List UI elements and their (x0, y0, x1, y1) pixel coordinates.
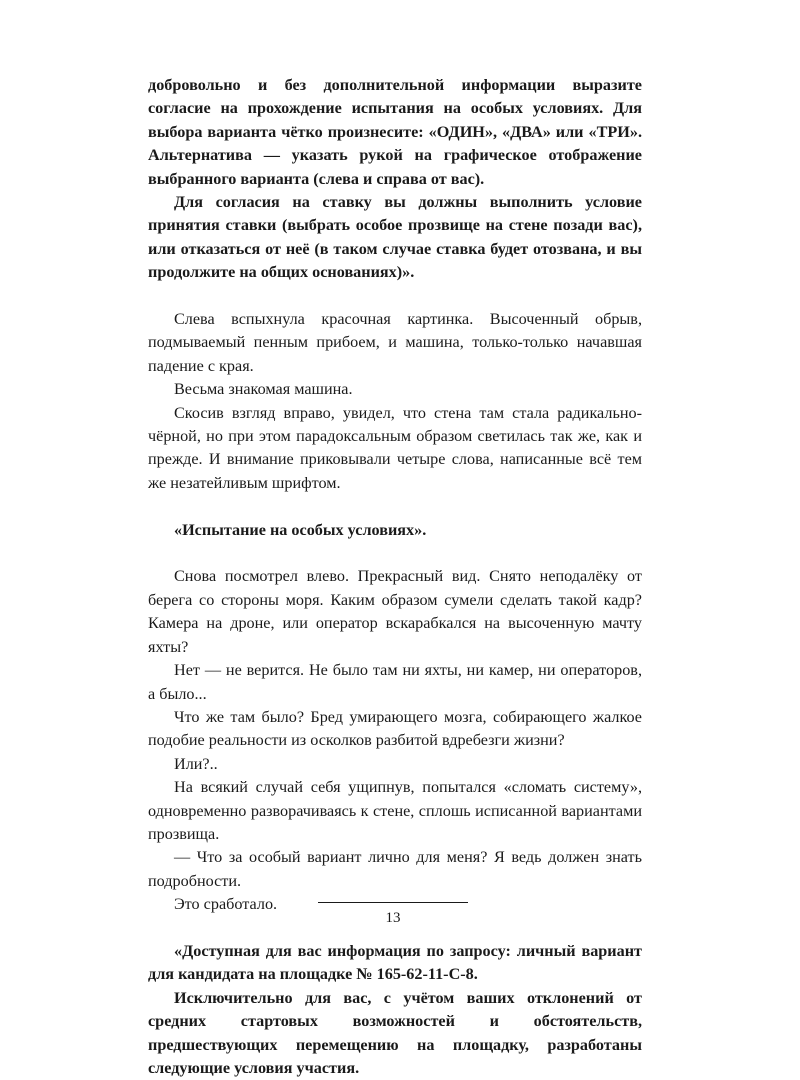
paragraph: Или?.. (174, 754, 218, 773)
paragraph: «Испытание на особых условиях». (174, 520, 427, 539)
paragraph: «Доступная для вас информация по запросу: личный вариант для кандидата на площадке № 165-62-11-С-8. (148, 941, 642, 984)
paragraph: Весьма знакомая машина. (174, 380, 353, 399)
paragraph: Исключительно для вас, с учётом ваших отклонений от средних стартовых возможностей и обстоятельств, предшествующих перемещению на площадку, разработаны следующие условия участия. (148, 988, 642, 1077)
paragraph: Скосив взгляд вправо, увидел, что стена там стала радикально-чёрной, но при этом парадоксальным образом светилась так же, как и прежде. И внимание приковывали четыре слова, написанные всё тем же незатейливым шрифтом. (148, 403, 642, 492)
section-gap (148, 285, 642, 308)
paragraph: Слева вспыхнула красочная картинка. Высоченный обрыв, подмываемый пенным прибоем, и машина, только-только начавшая падение с края. (148, 310, 642, 375)
section-gap (148, 542, 642, 565)
paragraph: На всякий случай себя ущипнув, попытался «сломать систему», одновременно разворачиваясь к стене, сплошь исписанной вариантами прозвища. (148, 778, 642, 843)
paragraph: Для согласия на ставку вы должны выполнить условие принятия ставки (выбрать особое прозвище на стене позади вас), или отказаться от неё (в таком случае ставка будет отозвана, и вы продолжите на общих основаниях)». (148, 193, 642, 282)
paragraph: Снова посмотрел влево. Прекрасный вид. Снято неподалёку от берега со стороны моря. Каким образом сумели сделать такой кадр? Камера на дроне, или оператор вскарабкался на высоченную мачту яхты? (148, 567, 642, 656)
paragraph: добровольно и без дополнительной информации выразите согласие на прохождение испытания на особых условиях. Для выбора варианта чётко произнесите: «ОДИН», «ДВА» или «ТРИ». Альтернатива — указать рукой на графическое отображение выбранного варианта (слева и справа от вас). (148, 76, 642, 188)
page-number: 13 (385, 910, 401, 926)
footer-rule (318, 902, 468, 903)
page-body (148, 74, 642, 1080)
paragraph: Что же там было? Бред умирающего мозга, собирающего жалкое подобие реальности из осколков разбитой вдребезги жизни? (148, 707, 642, 750)
paragraph: — Что за особый вариант лично для меня? Я ведь должен знать подробности. (148, 848, 642, 890)
paragraph: Нет — не верится. Не было там ни яхты, ни камер, ни операторов, а было... (148, 661, 642, 703)
paragraph: Это сработало. (174, 895, 278, 914)
section-gap (148, 495, 642, 518)
